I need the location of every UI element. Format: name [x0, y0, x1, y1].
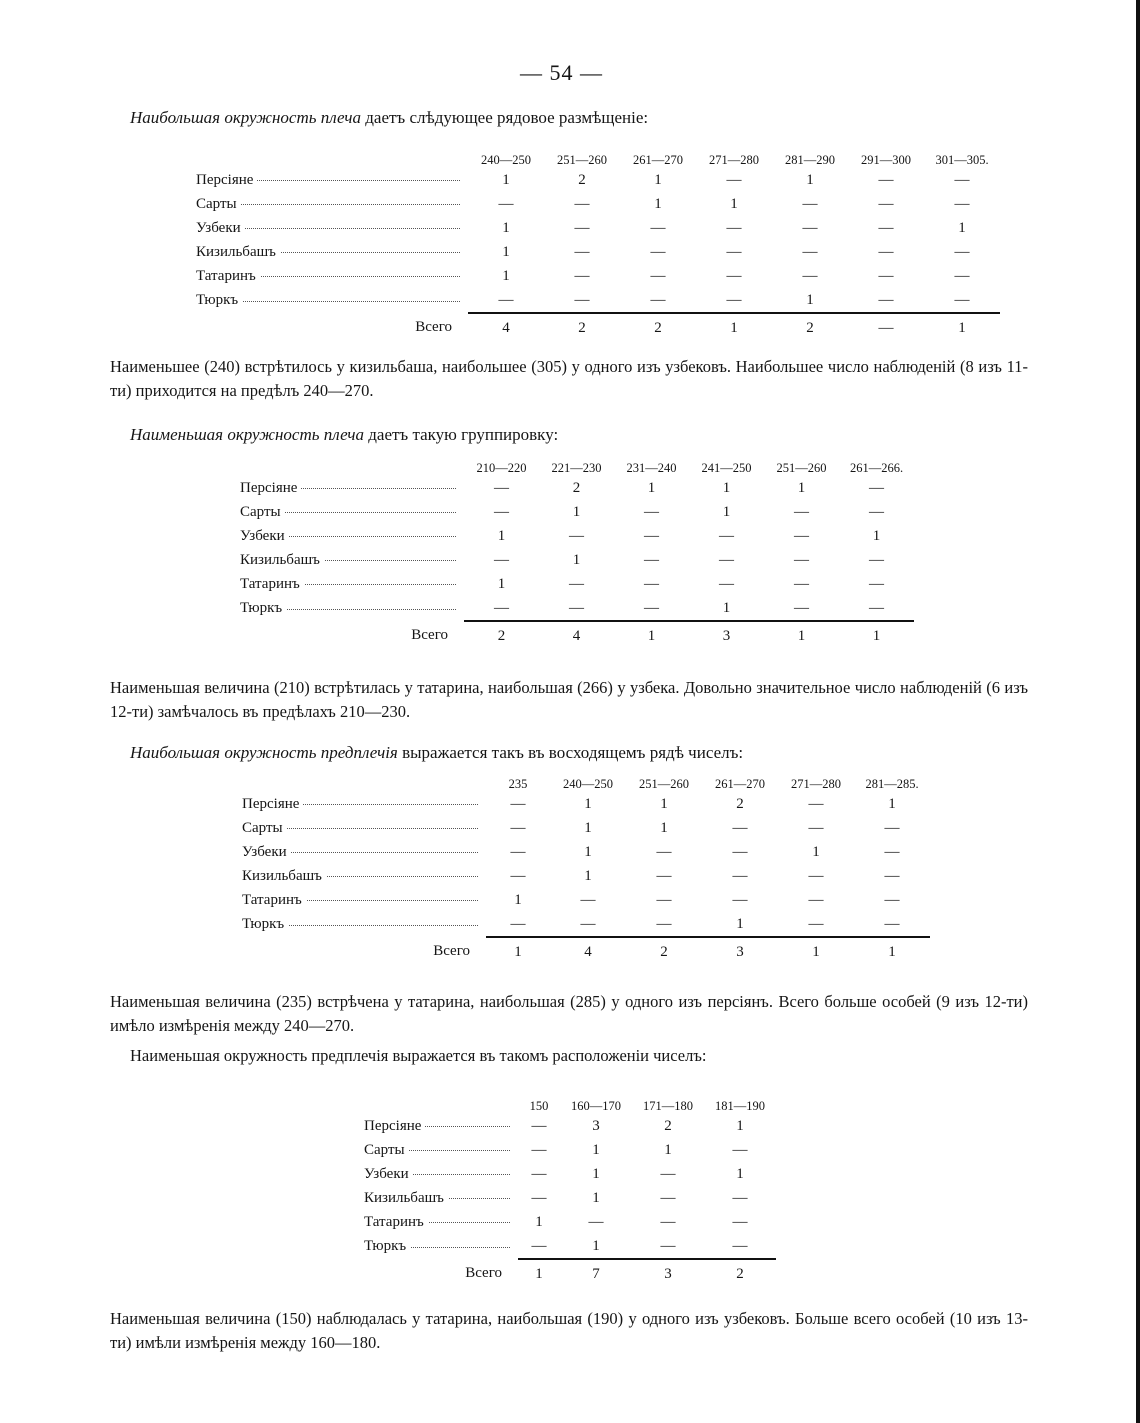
table-cell: —	[644, 527, 659, 544]
column-header: 251—260	[557, 153, 607, 167]
table-cell: —	[510, 843, 526, 860]
section1-note: Наименьшее (240) встрѣтилось у кизильбаша, наибольшее (305) у одного изъ узбековъ. Наибольшее число наблюденій (8 изъ 11-ти) приходится на предѣлъ 240—270.	[110, 357, 1028, 400]
table-cell: 2	[544, 313, 620, 342]
table-cell: —	[726, 267, 742, 284]
table-cell: —	[869, 575, 884, 592]
table-cell: —	[660, 1165, 676, 1182]
table-cell: 1	[592, 1141, 600, 1158]
row-label	[196, 216, 468, 240]
table-row	[240, 524, 914, 548]
table-cell: —	[574, 243, 590, 260]
table-cell: —	[494, 479, 509, 496]
table-cell: 3	[689, 621, 764, 650]
row-label	[240, 500, 464, 524]
row-label-text: Персіяне	[242, 796, 303, 812]
table-cell: 3	[632, 1259, 704, 1288]
row-label	[242, 792, 486, 816]
table-cell: 1	[584, 819, 592, 836]
table-header-row	[240, 454, 914, 476]
table-cell: 1	[514, 891, 522, 908]
table-cell: —	[719, 551, 734, 568]
column-header: 181—190	[715, 1099, 765, 1113]
table-cell: —	[574, 219, 590, 236]
table-cell: —	[719, 575, 734, 592]
column-header: 241—250	[701, 461, 752, 475]
table-cell: 1	[660, 819, 668, 836]
row-label-text: Татаринъ	[364, 1214, 428, 1230]
table-cell: —	[569, 527, 584, 544]
table-cell: 1	[854, 937, 930, 966]
table-cell: 1	[736, 1165, 744, 1182]
table-cell: —	[794, 551, 809, 568]
table-cell: 2	[664, 1117, 672, 1134]
table-row	[240, 548, 914, 572]
table-cell: —	[656, 891, 672, 908]
table-cell: 1	[806, 291, 814, 308]
section2-heading-italic: Наименьшая окружность плеча	[130, 425, 364, 444]
table-cell: 1	[812, 843, 820, 860]
row-label-text: Кизильбашъ	[364, 1190, 448, 1206]
table-cell: —	[794, 527, 809, 544]
table-row	[364, 1138, 776, 1162]
section4-heading: Наименьшая окружность предплечія выражается въ такомъ расположеніи чиселъ:	[130, 1046, 707, 1065]
row-label	[196, 240, 468, 264]
table-cell: 2	[464, 621, 539, 650]
column-header: 261—270	[633, 153, 683, 167]
row-label	[196, 313, 468, 342]
table-cell: —	[580, 891, 596, 908]
table-cell: 1	[730, 195, 738, 212]
table-cell: 2	[626, 937, 702, 966]
row-label-text: Персіяне	[196, 172, 257, 188]
table-row	[196, 288, 1000, 313]
table-cell: —	[878, 195, 894, 212]
table-cell: —	[732, 819, 748, 836]
row-label-text: Всего	[411, 627, 448, 643]
table-cell: 1	[722, 479, 731, 496]
section1-heading-italic: Наибольшая окружность плеча	[130, 108, 361, 127]
table-cell: —	[498, 291, 514, 308]
row-label-text: Узбеки	[196, 220, 245, 236]
table-cell: —	[954, 195, 970, 212]
table-cell: 1	[497, 575, 506, 592]
section3-table	[242, 770, 930, 966]
table-cell: 1	[872, 527, 881, 544]
row-label	[364, 1259, 518, 1288]
table-row	[364, 1210, 776, 1234]
row-label	[240, 596, 464, 621]
row-label	[242, 888, 486, 912]
page-number: — 54 —	[520, 60, 603, 85]
table-cell: 4	[550, 937, 626, 966]
table-row	[196, 240, 1000, 264]
row-label	[242, 912, 486, 937]
header-blank	[196, 146, 468, 168]
table-cell: 1	[584, 795, 592, 812]
column-header: 160—170	[571, 1099, 621, 1113]
table-cell: 1	[502, 171, 510, 188]
table-cell: 2	[572, 479, 581, 496]
row-label	[364, 1210, 518, 1234]
table-cell: 1	[736, 1117, 744, 1134]
table-cell: —	[650, 243, 666, 260]
column-header: 240—250	[563, 777, 613, 791]
table-cell: 1	[778, 937, 854, 966]
table-cell: 1	[654, 195, 662, 212]
column-header: 281—290	[785, 153, 835, 167]
table-cell: —	[802, 195, 818, 212]
table-cell: 4	[468, 313, 544, 342]
table-cell: —	[650, 291, 666, 308]
table-cell: 1	[584, 867, 592, 884]
table-cell: —	[808, 891, 824, 908]
table-cell: —	[732, 1237, 748, 1254]
table-cell: —	[531, 1117, 547, 1134]
column-header: 301—305.	[935, 153, 989, 167]
table-cell: —	[794, 599, 809, 616]
table-cell: —	[794, 575, 809, 592]
column-header: 261—270	[715, 777, 765, 791]
table-cell: —	[808, 915, 824, 932]
table-cell: —	[660, 1237, 676, 1254]
table-cell: —	[869, 503, 884, 520]
table-cell: —	[869, 551, 884, 568]
table-cell: —	[884, 843, 900, 860]
table-cell: 2	[620, 313, 696, 342]
column-header: 271—280	[709, 153, 759, 167]
section1-heading-rest: даетъ слѣдующее рядовое размѣщеніе:	[365, 108, 649, 127]
table-cell: —	[732, 843, 748, 860]
section1-heading	[130, 108, 648, 128]
row-label	[240, 621, 464, 650]
table-cell: —	[580, 915, 596, 932]
table-cell: 1	[502, 219, 510, 236]
table-cell: —	[531, 1237, 547, 1254]
table-cell: —	[569, 599, 584, 616]
table-cell: —	[726, 243, 742, 260]
table-cell: —	[644, 599, 659, 616]
table-row	[240, 476, 914, 500]
table-cell: —	[884, 891, 900, 908]
column-header: 291—300	[861, 153, 911, 167]
table-cell: —	[732, 891, 748, 908]
table-cell: —	[650, 267, 666, 284]
row-label-text: Сарты	[240, 504, 285, 520]
table-cell: —	[802, 243, 818, 260]
column-header: 171—180	[643, 1099, 693, 1113]
table-cell: —	[574, 291, 590, 308]
table-cell: 1	[736, 915, 744, 932]
column-header: 251—260	[776, 461, 827, 475]
table-cell: —	[954, 267, 970, 284]
row-label	[364, 1138, 518, 1162]
column-header: 261—266.	[849, 461, 904, 475]
total-row	[364, 1259, 776, 1288]
table-cell: —	[574, 267, 590, 284]
table-cell: —	[878, 243, 894, 260]
table-cell: —	[884, 819, 900, 836]
table-row	[242, 864, 930, 888]
table-cell: 1	[958, 219, 966, 236]
table-header-row	[364, 1092, 776, 1114]
table-row	[196, 192, 1000, 216]
table-row	[242, 816, 930, 840]
row-label	[196, 264, 468, 288]
table-cell: 1	[502, 267, 510, 284]
table-cell: 2	[772, 313, 848, 342]
section2-heading	[130, 425, 558, 445]
table-cell: —	[869, 479, 884, 496]
table-cell: 1	[572, 503, 581, 520]
row-label	[242, 937, 486, 966]
table-cell: —	[954, 291, 970, 308]
row-label	[196, 168, 468, 192]
table-row	[242, 888, 930, 912]
row-label	[240, 572, 464, 596]
table-cell: —	[732, 867, 748, 884]
table-row	[364, 1162, 776, 1186]
row-label-text: Тюркъ	[196, 292, 242, 308]
table-cell: —	[878, 171, 894, 188]
row-label	[242, 840, 486, 864]
row-label	[240, 476, 464, 500]
table-cell: 1	[664, 1141, 672, 1158]
row-label	[364, 1114, 518, 1138]
table-cell: 1	[696, 313, 772, 342]
column-header: 271—280	[791, 777, 841, 791]
table-cell: —	[498, 195, 514, 212]
total-row	[196, 313, 1000, 342]
table-cell: 1	[486, 937, 550, 966]
table-cell: 1	[535, 1213, 543, 1230]
table-cell: 1	[888, 795, 896, 812]
row-label-text: Тюркъ	[242, 916, 288, 932]
table-cell: —	[884, 915, 900, 932]
column-header: 150	[529, 1099, 549, 1113]
table-cell: —	[954, 243, 970, 260]
table-cell: 2	[704, 1259, 776, 1288]
table-cell: 1	[647, 479, 656, 496]
section2-heading-rest: даетъ такую группировку:	[368, 425, 559, 444]
table-cell: 1	[518, 1259, 560, 1288]
row-label	[240, 524, 464, 548]
table-cell: 1	[797, 479, 806, 496]
row-label-text: Персіяне	[240, 480, 301, 496]
table-cell: —	[802, 219, 818, 236]
table-cell: —	[574, 195, 590, 212]
table-cell: 1	[722, 503, 731, 520]
table-cell: 2	[736, 795, 744, 812]
row-label	[242, 864, 486, 888]
table-cell: —	[494, 503, 509, 520]
table-cell: 1	[614, 621, 689, 650]
table-cell: —	[732, 1141, 748, 1158]
table-cell: 1	[660, 795, 668, 812]
table-cell: —	[719, 527, 734, 544]
table-cell: 1	[722, 599, 731, 616]
table-cell: 1	[806, 171, 814, 188]
table-row	[242, 912, 930, 937]
row-label-text: Татаринъ	[242, 892, 306, 908]
table-cell: —	[644, 503, 659, 520]
section3-note: Наименьшая величина (235) встрѣчена у татарина, наибольшая (285) у одного изъ персіянъ. Всего больше особей (9 изъ 12-ти) имѣло измѣренія между 240—270.	[110, 992, 1028, 1035]
table-cell: —	[510, 795, 526, 812]
row-label-text: Узбеки	[364, 1166, 413, 1182]
table-cell: —	[494, 551, 509, 568]
table-cell: 1	[654, 171, 662, 188]
header-blank	[242, 770, 486, 792]
table-cell: —	[644, 551, 659, 568]
table-cell: —	[656, 867, 672, 884]
table-row	[364, 1114, 776, 1138]
row-label-text: Сарты	[196, 196, 241, 212]
table-cell: —	[794, 503, 809, 520]
table-cell: —	[726, 291, 742, 308]
row-label-text: Кизильбашъ	[242, 868, 326, 884]
row-label	[242, 816, 486, 840]
table-cell: 1	[592, 1165, 600, 1182]
section1-table	[196, 146, 1000, 342]
table-row	[240, 572, 914, 596]
table-cell: —	[569, 575, 584, 592]
row-label-text: Сарты	[242, 820, 287, 836]
row-label-text: Персіяне	[364, 1118, 425, 1134]
section3-heading-rest: выражается такъ въ восходящемъ рядѣ чиселъ:	[402, 743, 744, 762]
table-cell: —	[660, 1189, 676, 1206]
section3-heading-italic: Наибольшая окружность предплечія	[130, 743, 398, 762]
column-header: 240—250	[481, 153, 531, 167]
row-label-text: Татаринъ	[196, 268, 260, 284]
table-cell: 2	[578, 171, 586, 188]
column-header: 221—230	[551, 461, 602, 475]
table-cell: —	[878, 219, 894, 236]
table-row	[364, 1234, 776, 1259]
column-header: 251—260	[639, 777, 689, 791]
table-header-row	[242, 770, 930, 792]
row-label	[196, 192, 468, 216]
table-cell: —	[808, 867, 824, 884]
table-row	[364, 1186, 776, 1210]
row-label	[364, 1234, 518, 1259]
section4-note: Наименьшая величина (150) наблюдалась у татарина, наибольшая (190) у одного изъ узбековъ. Больше всего особей (10 изъ 13-ти) имѣли измѣренія между 160—180.	[110, 1309, 1028, 1352]
table-cell: —	[510, 915, 526, 932]
row-label	[196, 288, 468, 313]
total-row	[242, 937, 930, 966]
table-cell: —	[878, 291, 894, 308]
column-header: 231—240	[626, 461, 677, 475]
row-label-text: Узбеки	[240, 528, 289, 544]
table-cell: —	[531, 1165, 547, 1182]
table-row	[240, 500, 914, 524]
table-cell: 7	[560, 1259, 632, 1288]
table-cell: —	[510, 867, 526, 884]
section2-table	[240, 454, 914, 650]
row-label-text: Всего	[415, 319, 452, 335]
total-row	[240, 621, 914, 650]
table-cell: —	[884, 867, 900, 884]
row-label-text: Всего	[465, 1265, 502, 1281]
table-cell: —	[726, 219, 742, 236]
table-row	[196, 216, 1000, 240]
table-row	[196, 168, 1000, 192]
table-cell: 1	[592, 1189, 600, 1206]
table-cell: —	[650, 219, 666, 236]
page-edge-shadow	[1136, 0, 1140, 1423]
table-cell: —	[732, 1189, 748, 1206]
table-header-row	[196, 146, 1000, 168]
table-row	[242, 840, 930, 864]
table-cell: —	[531, 1141, 547, 1158]
table-cell: —	[878, 267, 894, 284]
row-label-text: Тюркъ	[240, 600, 286, 616]
row-label-text: Кизильбашъ	[196, 244, 280, 260]
row-label	[364, 1186, 518, 1210]
table-cell: 4	[539, 621, 614, 650]
row-label-text: Сарты	[364, 1142, 409, 1158]
table-cell: —	[494, 599, 509, 616]
column-header: 210—220	[476, 461, 527, 475]
header-blank	[240, 454, 464, 476]
table-cell: —	[802, 267, 818, 284]
row-label-text: Татаринъ	[240, 576, 304, 592]
table-cell: 1	[592, 1237, 600, 1254]
table-cell: —	[848, 313, 924, 342]
row-label-text: Всего	[433, 943, 470, 959]
row-label-text: Кизильбашъ	[240, 552, 324, 568]
table-cell: —	[588, 1213, 604, 1230]
table-cell: 1	[502, 243, 510, 260]
table-cell: 3	[702, 937, 778, 966]
column-header: 281—285.	[865, 777, 919, 791]
table-cell: 1	[584, 843, 592, 860]
table-cell: 1	[497, 527, 506, 544]
table-cell: —	[656, 843, 672, 860]
table-cell: —	[656, 915, 672, 932]
table-cell: 1	[839, 621, 914, 650]
header-blank	[364, 1092, 518, 1114]
table-cell: 1	[764, 621, 839, 650]
section4-table	[364, 1092, 776, 1288]
table-cell: —	[510, 819, 526, 836]
column-header: 235	[508, 777, 528, 791]
row-label-text: Тюркъ	[364, 1238, 410, 1254]
table-cell: —	[954, 171, 970, 188]
table-row	[196, 264, 1000, 288]
table-cell: —	[660, 1213, 676, 1230]
table-cell: 3	[592, 1117, 600, 1134]
table-cell: —	[808, 819, 824, 836]
table-cell: —	[808, 795, 824, 812]
table-cell: —	[732, 1213, 748, 1230]
table-row	[242, 792, 930, 816]
table-cell: —	[644, 575, 659, 592]
table-cell: —	[726, 171, 742, 188]
row-label	[364, 1162, 518, 1186]
row-label	[240, 548, 464, 572]
row-label-text: Узбеки	[242, 844, 291, 860]
section3-heading	[130, 743, 743, 763]
section2-note: Наименьшая величина (210) встрѣтилась у татарина, наибольшая (266) у узбека. Довольно значительное число наблюденій (6 изъ 12-ти) замѣчалось въ предѣлахъ 210—230.	[110, 678, 1028, 721]
table-cell: —	[869, 599, 884, 616]
table-cell: 1	[924, 313, 1000, 342]
table-cell: 1	[572, 551, 581, 568]
table-cell: —	[531, 1189, 547, 1206]
table-row	[240, 596, 914, 621]
